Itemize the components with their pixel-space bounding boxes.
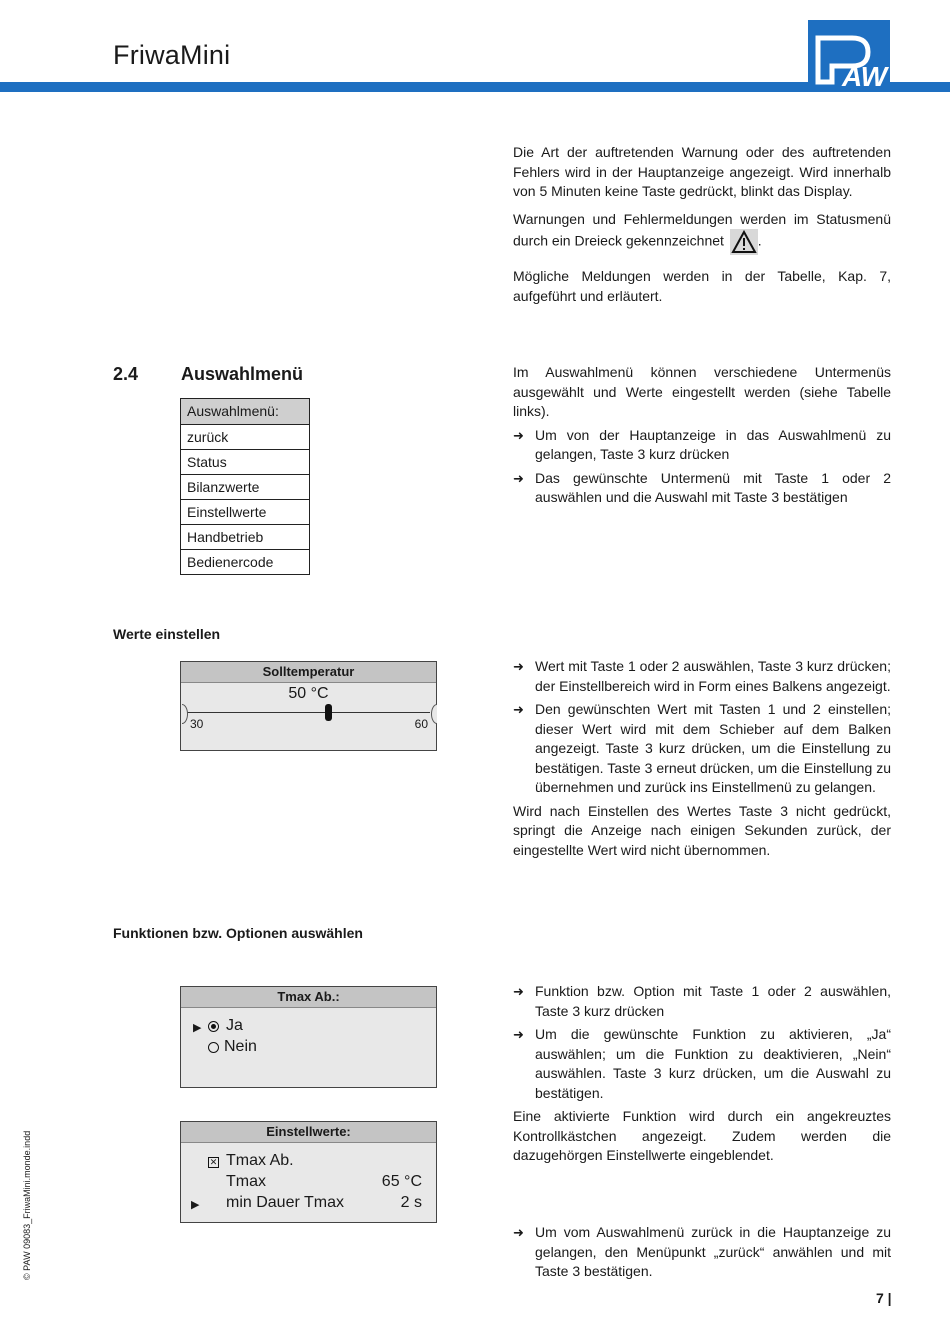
- menu-row-zurueck: zurück: [181, 424, 309, 449]
- section-title: Auswahlmenü: [181, 364, 304, 384]
- section-bullet-1: ➜ Um von der Hauptanzeige in das Auswahlmenü zu gelangen, Taste 3 kurz drücken: [513, 426, 891, 465]
- menu-row-handbetrieb: Handbetrieb: [181, 524, 309, 549]
- cursor-arrow-icon: ▶: [193, 1022, 202, 1034]
- slider-right-end: [431, 704, 443, 724]
- section-number: 2.4: [113, 364, 139, 384]
- tmax-ab-screen-title: Tmax Ab.:: [181, 987, 436, 1008]
- funktionen-note: Eine aktivierte Funktion wird durch ein angekreuztes Kontrollkästchen angezeigt. Zudem werden die dazugehörgen Einstellwerte eingeblendet.: [513, 1108, 891, 1163]
- section-paragraph: Im Auswahlmenü können verschiedene Untermenüs ausgewählt und Werte eingestellt werden (siehe Tabelle links).: [513, 364, 891, 419]
- tmax-ab-screen: [180, 986, 437, 1088]
- werte-note: Wird nach Einstellen des Wertes Taste 3 nicht gedrückt, springt die Anzeige nach einigen Sekunden zurück, der eingestellte Wert wird nicht übernommen.: [513, 802, 891, 858]
- funktionen-bullet-1: ➜ Funktion bzw. Option mit Taste 1 oder 2 auswählen, Taste 3 kurz drücken: [513, 982, 891, 1021]
- section-bullet-2: ➜ Das gewünschte Untermenü mit Taste 1 oder 2 auswählen und die Auswahl mit Taste 3 bestätigen: [513, 469, 891, 508]
- section-text: [513, 363, 891, 508]
- menu-row-einstellwerte: Einstellwerte: [181, 499, 309, 524]
- row-min-dauer-label: min Dauer Tmax: [226, 1194, 344, 1211]
- solltemperatur-screen: [180, 661, 437, 751]
- menu-row-bedienercode: Bedienercode: [181, 549, 309, 574]
- option-ja: Ja: [226, 1017, 243, 1034]
- warning-triangle-icon: [730, 229, 758, 255]
- intro-paragraph-2-end: .: [757, 232, 762, 249]
- final-text: [513, 1223, 891, 1282]
- row-tmax-label: Tmax: [226, 1173, 266, 1190]
- einstellwerte-screen: [180, 1121, 437, 1223]
- radio-empty-icon: [208, 1042, 219, 1053]
- menu-row-status: Status: [181, 449, 309, 474]
- slider-min-label: 30: [190, 717, 204, 731]
- funktionen-text: [513, 982, 891, 1166]
- werte-bullet-1: ➜ Wert mit Taste 1 oder 2 auswählen, Taste 3 kurz drücken; der Einstellbereich wird in Form eines Balkens angezeigt.: [513, 657, 891, 696]
- cursor-arrow-icon: ▶: [191, 1199, 200, 1211]
- intro-paragraph-3: Mögliche Meldungen werden in der Tabelle, Kap. 7, aufgeführt und erläutert.: [513, 268, 891, 304]
- einstellwerte-screen-title: Einstellwerte:: [181, 1122, 436, 1143]
- funktionen-bullet-2: ➜ Um die gewünschte Funktion zu aktivieren, „Ja“ auswählen; um die Funktion zu deaktivieren, „Nein“ auswählen. Taste 3 kurz drücken, um die Auswahl zu bestätigen.: [513, 1025, 891, 1103]
- option-nein: Nein: [224, 1038, 257, 1055]
- menu-row-header: Auswahlmenü:: [181, 399, 309, 424]
- side-imprint: © PAW 09083_FriwaMini.monde.indd: [22, 1130, 32, 1280]
- solltemperatur-screen-title: Solltemperatur: [181, 662, 436, 683]
- checkbox-checked-icon: ✕: [209, 1157, 218, 1167]
- row-tmax-ab: Tmax Ab.: [226, 1152, 294, 1169]
- slider-track: [187, 712, 430, 713]
- werte-text: [513, 657, 891, 860]
- intro-paragraph-2-text: Warnungen und Fehlermeldungen werden im Statusmenü durch ein Dreieck gekennzeichnet: [513, 210, 891, 249]
- slider-knob: [325, 704, 332, 721]
- werte-heading: Werte einstellen: [113, 626, 221, 642]
- auswahlmenu-table: [180, 398, 310, 575]
- svg-text:AW: AW: [842, 61, 888, 92]
- row-min-dauer-value: 2 s: [400, 1194, 422, 1211]
- funktionen-heading: Funktionen bzw. Optionen auswählen: [113, 925, 363, 941]
- page-number: 7 |: [876, 1290, 892, 1306]
- paw-logo-icon: [808, 20, 890, 92]
- intro-paragraph-1: Die Art der auftretenden Warnung oder des auftretenden Fehlers wird in der Hauptanzeige angezeigt. Wird innerhalb von 5 Minuten keine Taste gedrückt, blinkt das Display.: [513, 144, 891, 199]
- werte-bullet-2: ➜ Den gewünschten Wert mit Tasten 1 und 2 einstellen; dieser Wert wird mit dem Schieber auf dem Balken angezeigt. Taste 3 kurz drücken, um die Einstellung zu bestätigen. Taste 3 erneut drücken, um die Einstellung zu übernehmen und zurück ins Einstellmenü zu gelangen.: [513, 700, 891, 798]
- row-tmax-value: 65 °C: [381, 1173, 422, 1190]
- solltemperatur-value: 50 °C: [288, 685, 329, 702]
- menu-row-bilanzwerte: Bilanzwerte: [181, 474, 309, 499]
- intro-text: [513, 143, 891, 306]
- final-bullet: ➜ Um vom Auswahlmenü zurück in die Hauptanzeige zu gelangen, den Menüpunkt „zurück“ anwählen und mit Taste 3 bestätigen.: [513, 1223, 891, 1282]
- slider-max-label: 60: [414, 717, 428, 731]
- slider-left-end: [176, 704, 188, 724]
- intro-paragraph-2: [513, 210, 891, 256]
- document-title: FriwaMini: [113, 40, 231, 70]
- paw-logo: [808, 20, 890, 92]
- radio-selected-icon: [208, 1021, 219, 1032]
